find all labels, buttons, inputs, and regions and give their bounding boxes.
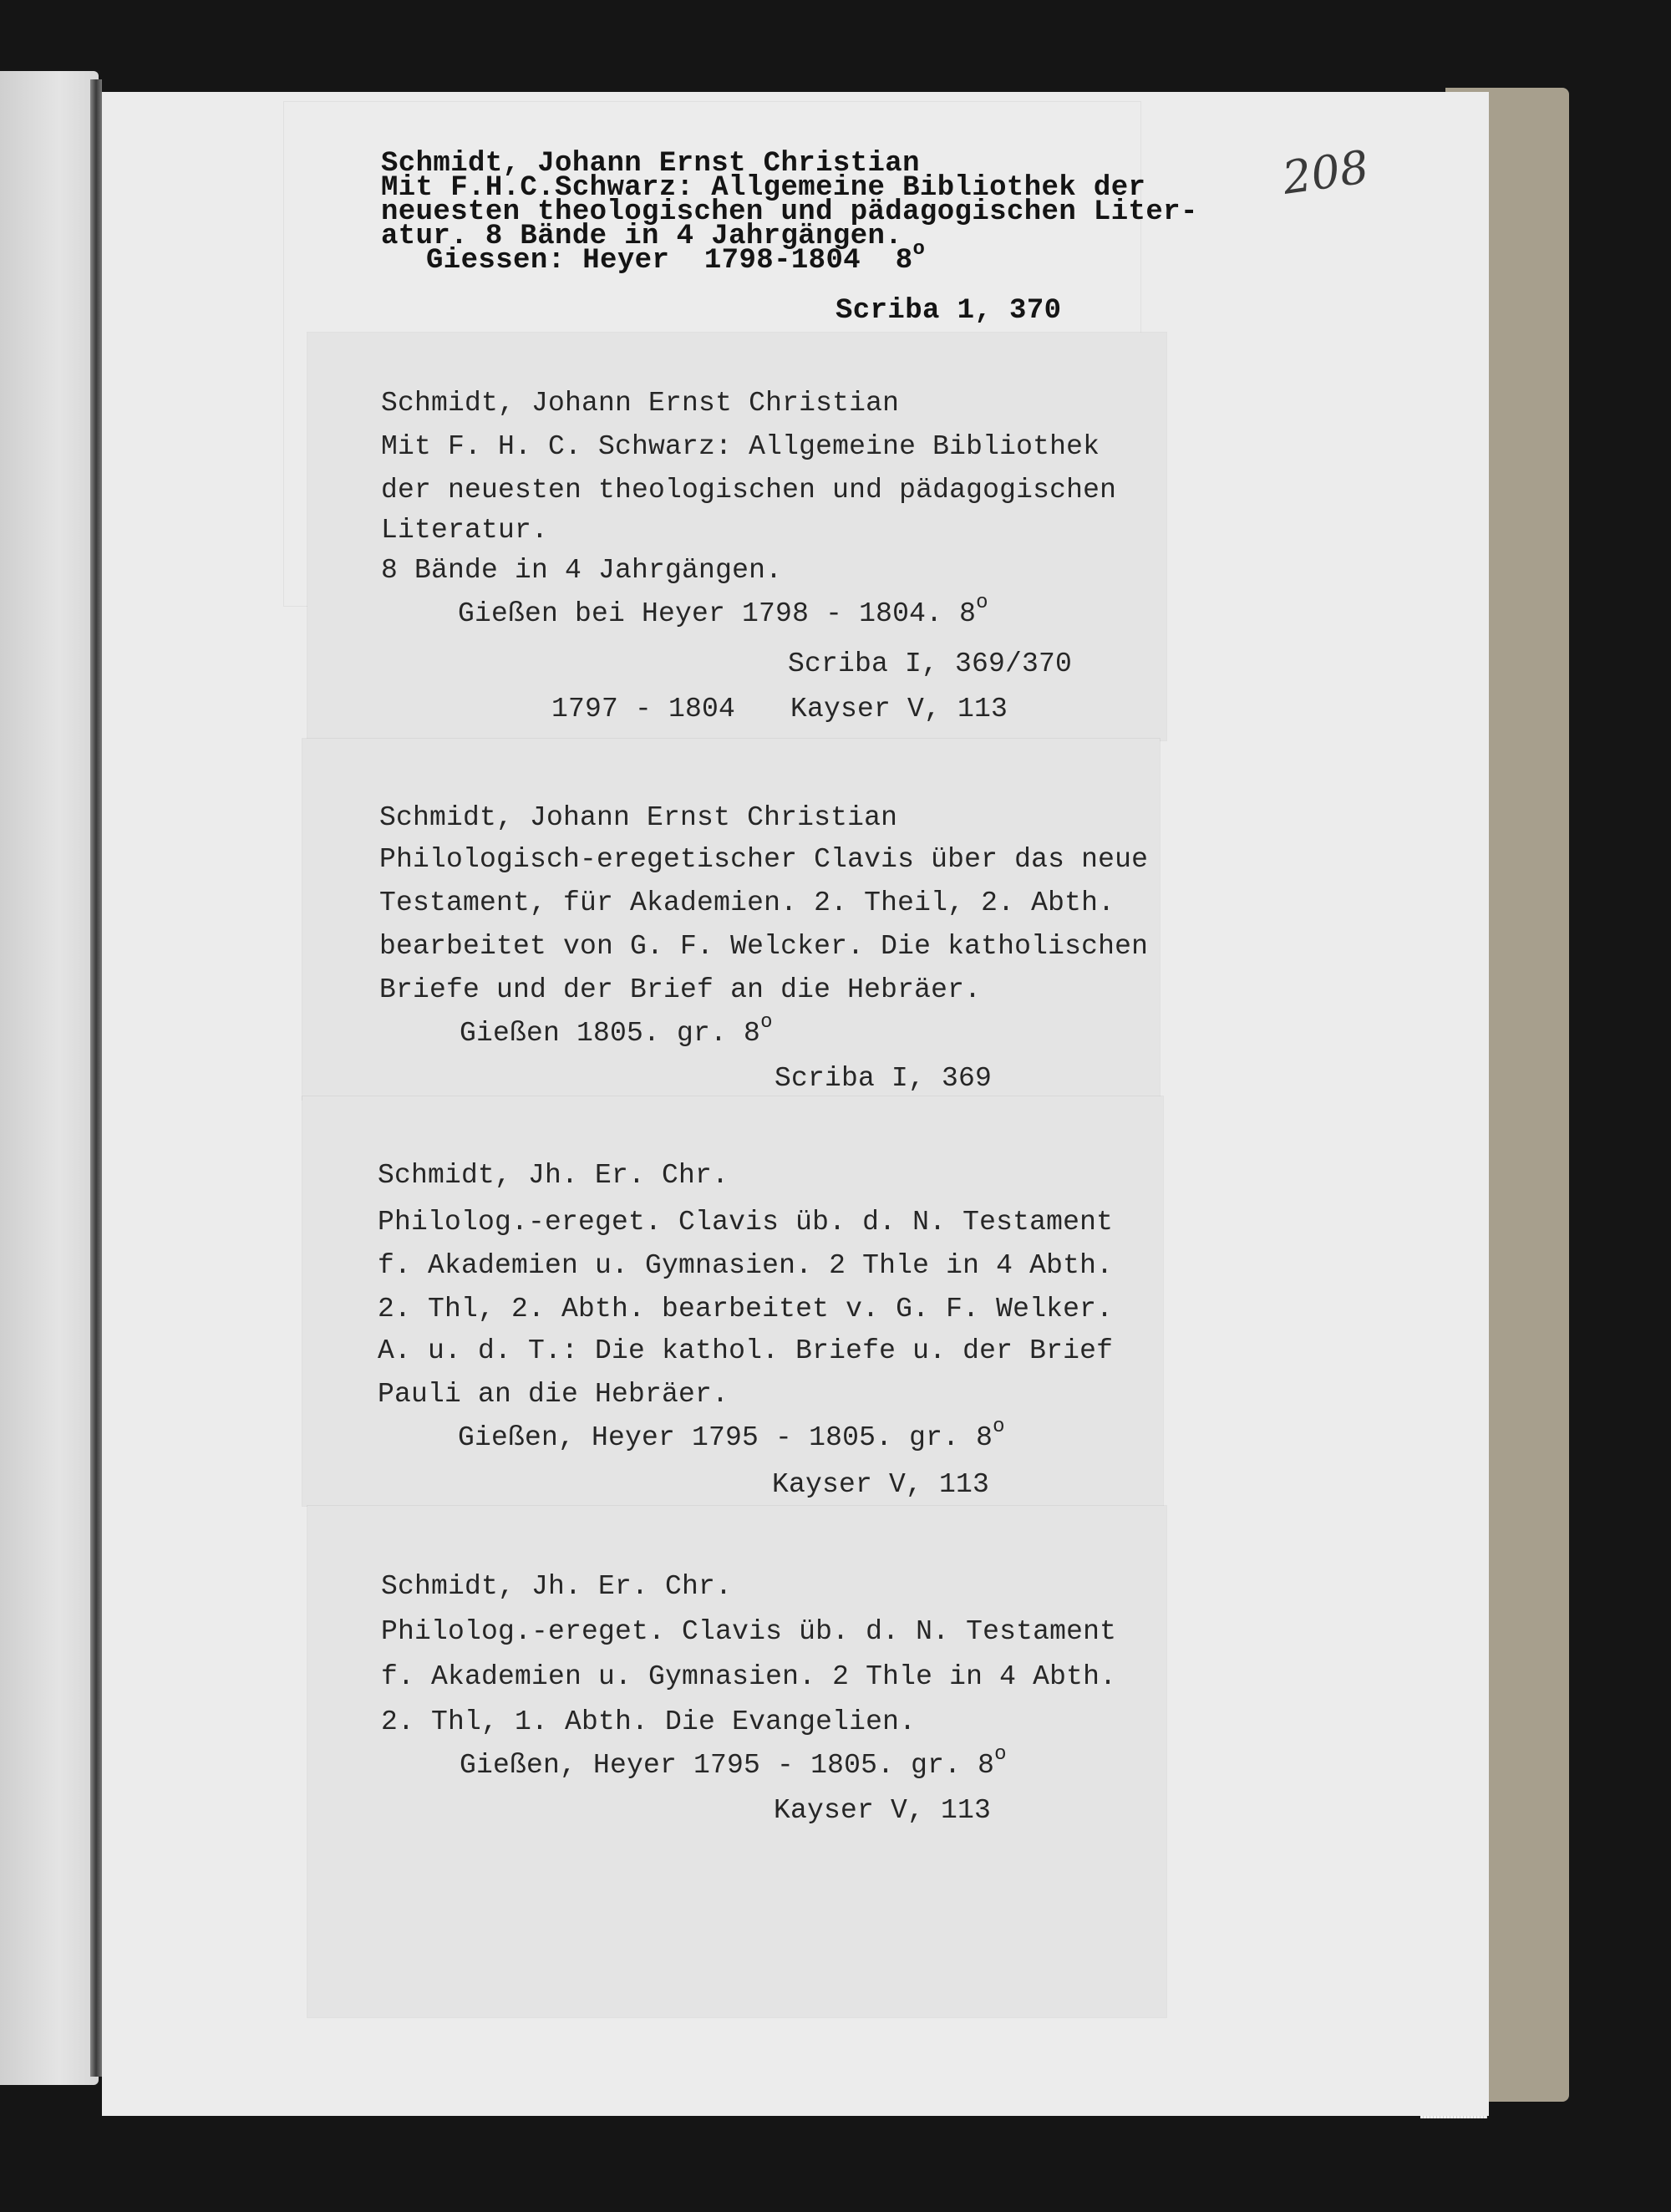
card-1-imprint: Giessen: Heyer 1798-1804 8$^o$ xyxy=(426,238,926,277)
catalog-card-3 xyxy=(302,739,1160,1100)
card-2-line: Mit F. H. C. Schwarz: Allgemeine Bibliothek xyxy=(381,431,1100,462)
card-4-imprint: Gießen, Heyer 1795 - 1805. gr. 8$^o$ xyxy=(458,1416,1005,1453)
card-1-line: neuesten theologischen und pädagogischen Liter- xyxy=(381,196,1198,228)
catalog-card-4 xyxy=(302,1096,1163,1506)
card-4-reference: Kayser V, 113 xyxy=(772,1469,990,1500)
card-4-line: A. u. d. T.: Die kathol. Briefe u. der Brief xyxy=(378,1335,1114,1366)
card-5-line: f. Akademien u. Gymnasien. 2 Thle in 4 Abth. xyxy=(381,1661,1117,1692)
card-3-line: Philologisch-eregetischer Clavis über das neue xyxy=(379,844,1149,875)
catalog-card-2 xyxy=(307,333,1166,740)
card-2-date-range: 1797 - 1804 xyxy=(551,694,736,725)
card-5-line: 2. Thl, 1. Abth. Die Evangelien. xyxy=(381,1706,917,1737)
card-1-reference: Scriba 1, 370 xyxy=(836,295,1062,327)
format-mark: o xyxy=(993,1416,1005,1438)
card-5-line: Philolog.-ereget. Clavis üb. d. N. Testament xyxy=(381,1616,1117,1647)
card-2-reference: Kayser V, 113 xyxy=(790,694,1008,725)
format-mark: o xyxy=(912,238,926,261)
format-mark: o xyxy=(994,1743,1007,1766)
card-2-reference: Scriba I, 369/370 xyxy=(788,648,1073,679)
card-2-line: der neuesten theologischen und pädagogischen xyxy=(381,475,1117,506)
card-1-heading: Schmidt, Johann Ernst Christian xyxy=(381,148,920,180)
card-5-imprint: Gießen, Heyer 1795 - 1805. gr. 8$^o$ xyxy=(460,1743,1007,1781)
left-page-edge xyxy=(0,71,99,2085)
card-4-line: Pauli an die Hebräer. xyxy=(378,1379,729,1410)
card-2-imprint: Gießen bei Heyer 1798 - 1804. 8$^o$ xyxy=(458,592,988,629)
card-3-line: Testament, für Akademien. 2. Theil, 2. Abth. xyxy=(379,887,1115,918)
card-4-heading: Schmidt, Jh. Er. Chr. xyxy=(378,1160,729,1191)
handwritten-page-number: 208 xyxy=(1279,140,1372,205)
card-2-line: 8 Bände in 4 Jahrgängen. xyxy=(381,555,783,586)
card-5-reference: Kayser V, 113 xyxy=(774,1795,992,1826)
card-4-line: f. Akademien u. Gymnasien. 2 Thle in 4 Abth. xyxy=(378,1250,1114,1281)
card-3-heading: Schmidt, Johann Ernst Christian xyxy=(379,802,898,833)
card-5-heading: Schmidt, Jh. Er. Chr. xyxy=(381,1571,733,1602)
book-gutter xyxy=(90,79,102,2077)
format-mark: o xyxy=(976,592,988,614)
card-3-line: Briefe und der Brief an die Hebräer. xyxy=(379,974,982,1005)
card-4-line: 2. Thl, 2. Abth. bearbeitet v. G. F. Welker. xyxy=(378,1294,1114,1325)
card-4-line: Philolog.-ereget. Clavis üb. d. N. Testament xyxy=(378,1207,1114,1238)
card-3-line: bearbeitet von G. F. Welcker. Die katholischen xyxy=(379,931,1149,962)
card-1-line: Mit F.H.C.Schwarz: Allgemeine Bibliothek der xyxy=(381,172,1146,204)
catalog-card-5 xyxy=(307,1506,1166,2017)
card-2-heading: Schmidt, Johann Ernst Christian xyxy=(381,388,900,419)
card-2-line: Literatur. xyxy=(381,515,549,546)
card-1-line: atur. 8 Bände in 4 Jahrgängen. xyxy=(381,221,903,252)
card-3-imprint: Gießen 1805. gr. 8$^o$ xyxy=(460,1011,773,1049)
card-3-reference: Scriba I, 369 xyxy=(775,1063,993,1094)
format-mark: o xyxy=(760,1011,773,1034)
